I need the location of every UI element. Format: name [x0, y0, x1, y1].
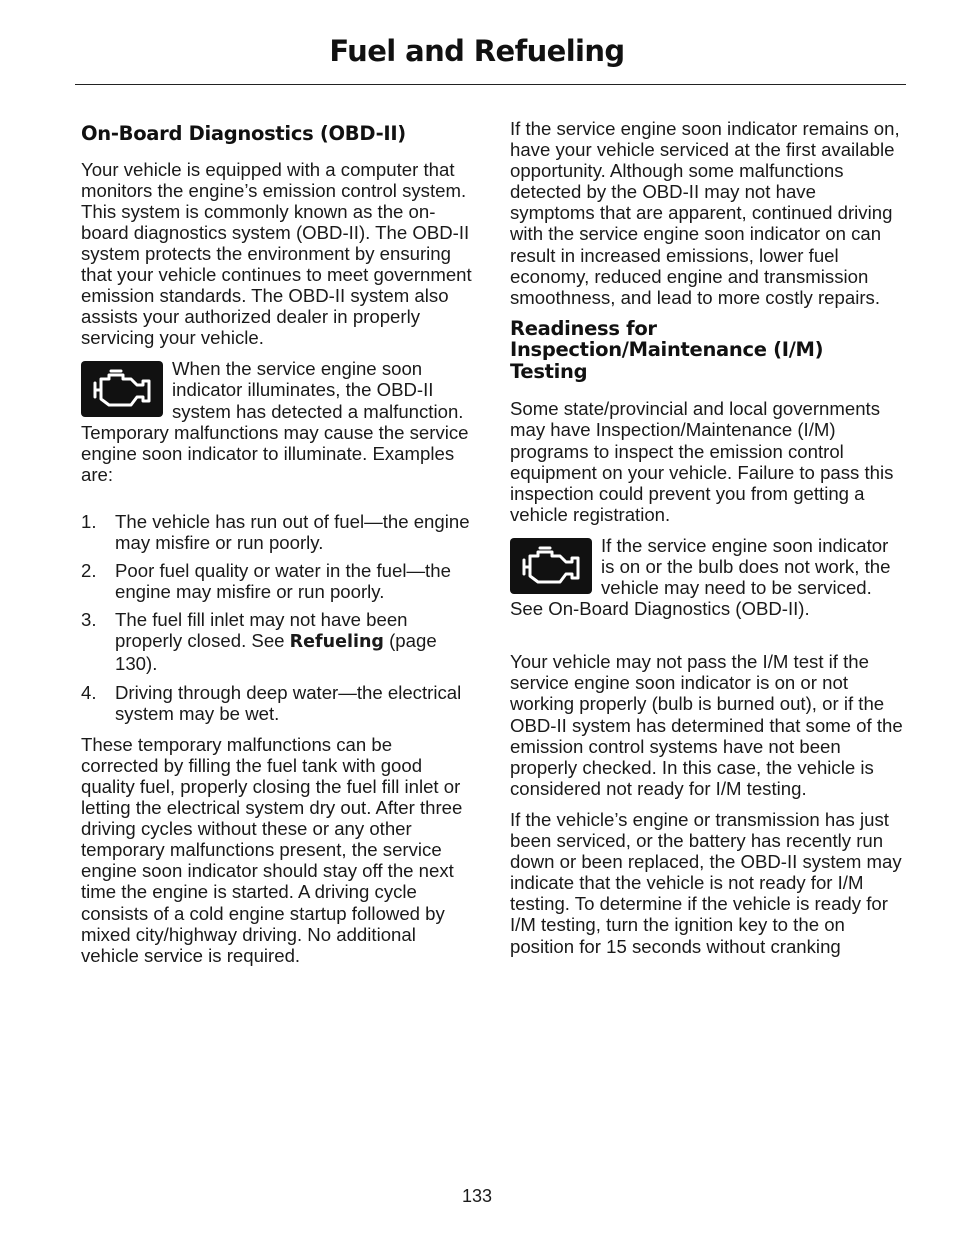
im-test-paragraph: Your vehicle may not pass the I/M test if the service engine soon indicator is on or not working properly (bulb is burned out), or if the OBD-II system has determined that some of the emission control systems have not been properly checked. In this case, the vehicle is considered not ready for I/M testing.	[510, 651, 903, 799]
list-item: 1. The vehicle has run out of fuel—the engine may misfire or run poorly.	[81, 510, 470, 553]
check-engine-icon	[510, 538, 592, 594]
page-number: 133	[461, 1186, 493, 1206]
im-programs-paragraph: Some state/provincial and local governments may have Inspection/Maintenance (I/M) programs to inspect the emission control equipment on your vehicle. Failure to pass this inspection could prevent you from getting a vehicle registration.	[510, 398, 894, 525]
indicator-paragraph: When the service engine soon indicator illuminates, the OBD-II system has detected a malfunction. Temporary malfunctions may cause the service engine soon indicator to illuminate. Examples are:	[81, 358, 469, 485]
section-heading-obd: On-Board Diagnostics (OBD-II)	[81, 122, 406, 145]
refueling-reference: Refueling	[289, 632, 384, 653]
left-column	[81, 118, 473, 976]
indicator-note	[81, 358, 473, 495]
list-item: 3. The fuel fill inlet may not have been properly closed. See Refueling (page 130).	[81, 609, 437, 675]
check-engine-icon	[81, 361, 163, 417]
indicator-bulb-paragraph: If the service engine soon indicator is on or the bulb does not work, the vehicle may need to be serviced. See On-Board Diagnostics (OBD-II).	[510, 534, 891, 620]
section-heading-readiness: Readiness for Inspection/Maintenance (I/M) Testing	[510, 316, 824, 383]
indicator-note	[510, 535, 905, 629]
list-item: 4. Driving through deep water—the electrical system may be wet.	[81, 681, 462, 724]
title-divider	[75, 84, 906, 85]
temporary-malfunctions-paragraph: These temporary malfunctions can be corrected by filling the fuel tank with good quality fuel, properly closing the fuel fill inlet or letting the electrical system dry out. After three driving cycles without these or any other temporary malfunctions present, the service engine soon indicator should stay off the next time the engine is started. A driving cycle consists of a cold engine startup followed by mixed city/highway driving. No additional vehicle service is required.	[81, 733, 463, 966]
page-title: Fuel and Refueling	[329, 34, 625, 68]
right-column	[510, 118, 905, 967]
indicator-remains-paragraph: If the service engine soon indicator remains on, have your vehicle serviced at the first available opportunity. Although some malfunctions detected by the OBD-II may not have symptoms that are apparent, continued driving with the service engine soon indicator on can result in increased emissions, lower fuel economy, reduced engine and transmission smoothness, and lead to more costly repairs.	[510, 118, 900, 308]
examples-list	[81, 511, 473, 724]
list-item: 2. Poor fuel quality or water in the fuel—the engine may misfire or run poorly.	[81, 560, 451, 603]
battery-serviced-paragraph: If the vehicle’s engine or transmission has just been serviced, or the battery has recently run down or been replaced, the OBD-II system may indicate that the vehicle is not ready for I/M testing. To determine if the vehicle is ready for I/M testing, turn the ignition key to the on position for 15 seconds without cranking	[510, 808, 902, 957]
obd-intro-paragraph: Your vehicle is equipped with a computer that monitors the engine’s emission control system. This system is commonly known as the on-board diagnostics system (OBD-II). The OBD-II system protects the environment by ensuring that your vehicle continues to meet government emission standards. The OBD-II system also assists your authorized dealer in properly servicing your vehicle.	[81, 158, 472, 349]
